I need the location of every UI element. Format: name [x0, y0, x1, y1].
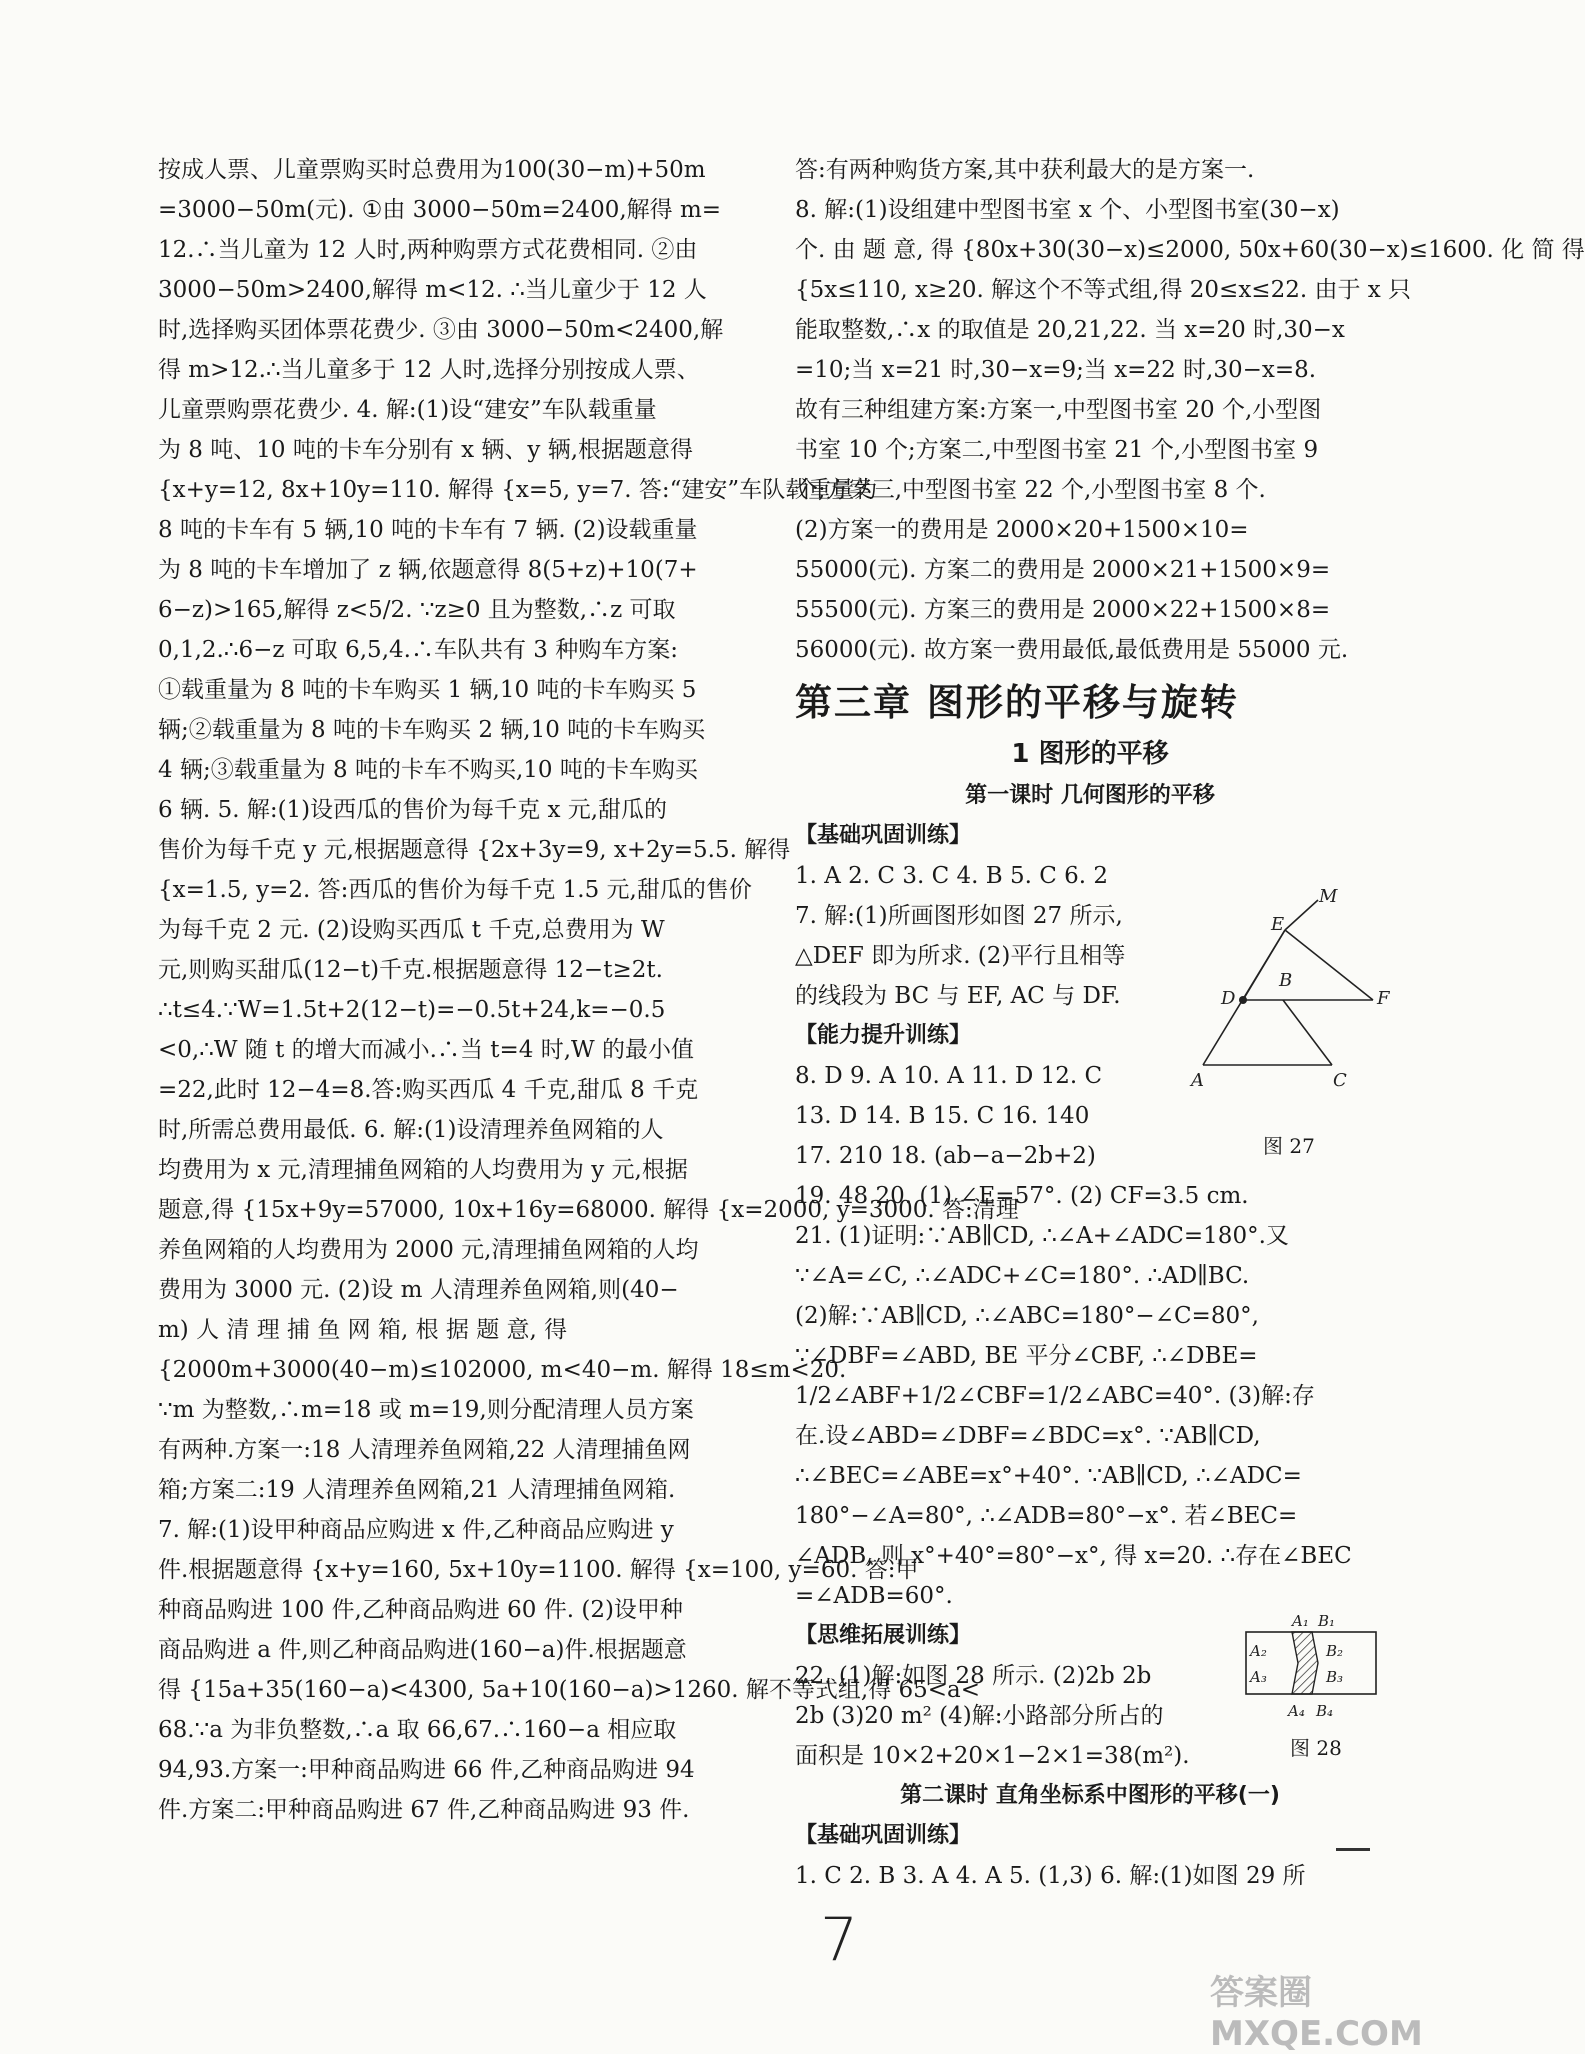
watermark-logo: 答案圈 MXQE.COM	[1210, 1973, 1423, 2054]
text-line: 时,选择购买团体票花费少. ③由 3000−50m<2400,解	[158, 317, 724, 343]
answer-line: 1. C 2. B 3. A 4. A 5. (1,3) 6. 解:(1)如图 29 所	[795, 1863, 1306, 1889]
text-line: 1. A 2. C 3. C 4. B 5. C 6. 2	[795, 863, 1109, 889]
text-line: 21. (1)证明:∵AB∥CD, ∴∠A+∠ADC=180°.又	[795, 1223, 1289, 1249]
text-line: 8. D 9. A 10. A 11. D 12. C	[795, 1063, 1103, 1089]
text-line: 售价为每千克 y 元,根据题意得 {2x+3y=9, x+2y=5.5. 解得	[158, 837, 791, 863]
text-line: (2)解:∵AB∥CD, ∴∠ABC=180°−∠C=80°,	[795, 1303, 1259, 1329]
header-basic: 【基础巩固训练】	[795, 823, 972, 848]
figure-28	[1240, 1610, 1390, 1770]
text-line: 的线段为 BC 与 EF, AC 与 DF.	[795, 983, 1121, 1009]
text-line: 个. 由 题 意, 得 {80x+30(30−x)≤2000, 50x+60(30−x)≤1600. 化 简 得	[795, 237, 1585, 263]
text-line: ∴t≤4.∵W=1.5t+2(12−t)=−0.5t+24,k=−0.5	[158, 997, 666, 1023]
text-line: 7. 解:(1)所画图形如图 27 所示,	[795, 903, 1123, 929]
text-line: ∵m 为整数,∴m=18 或 m=19,则分配清理人员方案	[158, 1397, 694, 1423]
text-line: 能取整数,∴x 的取值是 20,21,22. 当 x=20 时,30−x	[795, 317, 1345, 343]
text-line: 55000(元). 方案二的费用是 2000×21+1500×9=	[795, 557, 1331, 583]
label-M: M	[1319, 886, 1338, 907]
text-line: 4 辆;③载重量为 8 吨的卡车不购买,10 吨的卡车购买	[158, 757, 698, 783]
text-line: ∠ADB, 则 x°+40°=80°−x°, 得 x=20. ∴存在∠BEC	[795, 1543, 1352, 1569]
figure-27-caption: 图 27	[1263, 1134, 1315, 1158]
text-line: 180°−∠A=80°, ∴∠ADB=80°−x°. 若∠BEC=	[795, 1503, 1298, 1529]
text-line: 题意,得 {15x+9y=57000, 10x+16y=68000. 解得 {x=2000, y=3000. 答:清理	[158, 1197, 1019, 1223]
text-line: 儿童票购票花费少. 4. 解:(1)设“建安”车队载重量	[158, 397, 657, 423]
text-line: 书室 10 个;方案二,中型图书室 21 个,小型图书室 9	[795, 437, 1319, 463]
text-line: (2)方案一的费用是 2000×20+1500×10=	[795, 517, 1249, 543]
header-ability: 【能力提升训练】	[795, 1023, 972, 1048]
text-line: =∠ADB=60°.	[795, 1583, 953, 1609]
label-A4: A₄	[1288, 1702, 1305, 1720]
text-line: 答:有两种购货方案,其中获利最大的是方案一.	[795, 157, 1255, 183]
text-line: 得 {15a+35(160−a)<4300, 5a+10(160−a)>1260. 解不等式组,得 65<a<	[158, 1677, 981, 1703]
text-line: △DEF 即为所求. (2)平行且相等	[795, 943, 1126, 969]
text-line: 8 吨的卡车有 5 辆,10 吨的卡车有 7 辆. (2)设载重量	[158, 517, 698, 543]
text-line: ∴∠BEC=∠ABE=x°+40°. ∵AB∥CD, ∴∠ADC=	[795, 1463, 1302, 1489]
figure-28-caption: 图 28	[1290, 1736, 1342, 1760]
figure-27-diagram	[1185, 886, 1395, 1120]
text-line: 2b (3)20 m² (4)解:小路部分所占的	[795, 1703, 1164, 1729]
text-line: 元,则购买甜瓜(12−t)千克.根据题意得 12−t≥2t.	[158, 957, 663, 983]
text-line: 8. 解:(1)设组建中型图书室 x 个、小型图书室(30−x)	[795, 197, 1340, 223]
text-line: 故有三种组建方案:方案一,中型图书室 20 个,小型图	[795, 397, 1322, 423]
text-line: ∵∠A=∠C, ∴∠ADC+∠C=180°. ∴AD∥BC.	[795, 1263, 1250, 1289]
label-E: E	[1271, 914, 1285, 935]
text-line: 56000(元). 故方案一费用最低,最低费用是 55000 元.	[795, 637, 1349, 663]
text-line: <0,∴W 随 t 的增大而减小.∴当 t=4 时,W 的最小值	[158, 1037, 695, 1063]
text-line: 13. D 14. B 15. C 16. 140	[795, 1103, 1090, 1129]
figure-28-diagram	[1240, 1610, 1390, 1730]
header-thinking: 【思维拓展训练】	[795, 1623, 972, 1648]
text-line: 22. (1)解:如图 28 所示. (2)2b 2b	[795, 1663, 1152, 1689]
text-line: =10;当 x=21 时,30−x=9;当 x=22 时,30−x=8.	[795, 357, 1317, 383]
section-title: 1 图形的平移	[1011, 739, 1169, 769]
text-line: 68.∵a 为非负整数,∴a 取 66,67.∴160−a 相应取	[158, 1717, 677, 1743]
figure-27	[1185, 886, 1395, 1158]
text-line: 得 m>12.∴当儿童多于 12 人时,选择分别按成人票、	[158, 357, 700, 383]
text-line: 费用为 3000 元. (2)设 m 人清理养鱼网箱,则(40−	[158, 1277, 679, 1303]
text-line: 17. 210 18. (ab−a−2b+2)	[795, 1143, 1096, 1169]
label-B3: B₃	[1326, 1668, 1344, 1686]
text-line: 19. 48 20. (1) ∠E=57°. (2) CF=3.5 cm.	[795, 1183, 1249, 1209]
text-line: 种商品购进 100 件,乙种商品购进 60 件. (2)设甲种	[158, 1597, 683, 1623]
text-line: 94,93.方案一:甲种商品购进 66 件,乙种商品购进 94	[158, 1757, 695, 1783]
text-line: 有两种.方案一:18 人清理养鱼网箱,22 人清理捕鱼网	[158, 1437, 691, 1463]
margin-dash	[1336, 1848, 1370, 1851]
label-B: B	[1279, 970, 1293, 991]
text-line: 12.∴当儿童为 12 人时,两种购票方式花费相同. ②由	[158, 237, 698, 263]
text-line: 件.根据题意得 {x+y=160, 5x+10y=1100. 解得 {x=100, y=60. 答:甲	[158, 1557, 919, 1583]
label-B1: B₁	[1318, 1612, 1336, 1630]
label-B4: B₄	[1316, 1702, 1334, 1720]
text-line: 件.方案二:甲种商品购进 67 件,乙种商品购进 93 件.	[158, 1797, 690, 1823]
lesson-title-1: 第一课时 几何图形的平移	[965, 783, 1215, 808]
text-line: {x=1.5, y=2. 答:西瓜的售价为每千克 1.5 元,甜瓜的售价	[158, 877, 752, 903]
text-line: 面积是 10×2+20×1−2×1=38(m²).	[795, 1743, 1190, 1769]
label-C: C	[1333, 1070, 1347, 1091]
text-line: 个;方案三,中型图书室 22 个,小型图书室 8 个.	[795, 477, 1266, 503]
text-line: ∵∠DBF=∠ABD, BE 平分∠CBF, ∴∠DBE=	[795, 1343, 1258, 1369]
text-line: {x+y=12, 8x+10y=110. 解得 {x=5, y=7. 答:“建安”车队载重量为	[158, 477, 878, 503]
text-line: =22,此时 12−4=8.答:购买西瓜 4 千克,甜瓜 8 千克	[158, 1077, 699, 1103]
label-D: D	[1221, 988, 1236, 1009]
label-A1: A₁	[1292, 1612, 1309, 1630]
text-line: 3000−50m>2400,解得 m<12. ∴当儿童少于 12 人	[158, 277, 707, 303]
text-line: 辆;②载重量为 8 吨的卡车购买 2 辆,10 吨的卡车购买	[158, 717, 706, 743]
text-line: 6 辆. 5. 解:(1)设西瓜的售价为每千克 x 元,甜瓜的	[158, 797, 668, 823]
text-line: ①载重量为 8 吨的卡车购买 1 辆,10 吨的卡车购买 5	[158, 677, 697, 703]
text-line: =3000−50m(元). ①由 3000−50m=2400,解得 m=	[158, 197, 722, 223]
text-line: 养鱼网箱的人均费用为 2000 元,清理捕鱼网箱的人均	[158, 1237, 699, 1263]
label-A3: A₃	[1250, 1668, 1267, 1686]
text-line: 为每千克 2 元. (2)设购买西瓜 t 千克,总费用为 W	[158, 917, 665, 943]
page-number: 7	[820, 1905, 859, 1975]
chapter-title: 第三章 图形的平移与旋转	[795, 681, 1239, 724]
text-line: 6−z)>165,解得 z<5/2. ∵z≥0 且为整数,∴z 可取	[158, 597, 676, 623]
text-line: 55500(元). 方案三的费用是 2000×22+1500×8=	[795, 597, 1331, 623]
label-F: F	[1377, 988, 1390, 1009]
text-line: 按成人票、儿童票购买时总费用为100(30−m)+50m	[158, 157, 706, 183]
text-line: {2000m+3000(40−m)≤102000, m<40−m. 解得 18≤m<20.	[158, 1357, 847, 1383]
text-line: 为 8 吨、10 吨的卡车分别有 x 辆、y 辆,根据题意得	[158, 437, 694, 463]
text-line: 7. 解:(1)设甲种商品应购进 x 件,乙种商品应购进 y	[158, 1517, 674, 1543]
lesson-title-2: 第二课时 直角坐标系中图形的平移(一)	[900, 1783, 1280, 1808]
text-line: 1/2∠ABF+1/2∠CBF=1/2∠ABC=40°. (3)解:存	[795, 1383, 1315, 1409]
text-line: 0,1,2.∴6−z 可取 6,5,4.∴车队共有 3 种购车方案:	[158, 637, 678, 663]
text-line: 在.设∠ABD=∠DBF=∠BDC=x°. ∵AB∥CD,	[795, 1423, 1261, 1449]
text-line: 箱;方案二:19 人清理养鱼网箱,21 人清理捕鱼网箱.	[158, 1477, 676, 1503]
header-basic-2: 【基础巩固训练】	[795, 1823, 972, 1848]
text-line: 均费用为 x 元,清理捕鱼网箱的人均费用为 y 元,根据	[158, 1157, 688, 1183]
label-A: A	[1191, 1070, 1204, 1091]
text-line: m) 人 清 理 捕 鱼 网 箱, 根 据 题 意, 得	[158, 1317, 568, 1343]
text-line: 时,所需总费用最低. 6. 解:(1)设清理养鱼网箱的人	[158, 1117, 664, 1143]
text-line: 商品购进 a 件,则乙种商品购进(160−a)件.根据题意	[158, 1637, 687, 1663]
label-B2: B₂	[1326, 1642, 1344, 1660]
label-A2: A₂	[1250, 1642, 1267, 1660]
text-line: {5x≤110, x≥20. 解这个不等式组,得 20≤x≤22. 由于 x 只	[795, 277, 1412, 303]
text-line: 为 8 吨的卡车增加了 z 辆,依题意得 8(5+z)+10(7+	[158, 557, 698, 583]
